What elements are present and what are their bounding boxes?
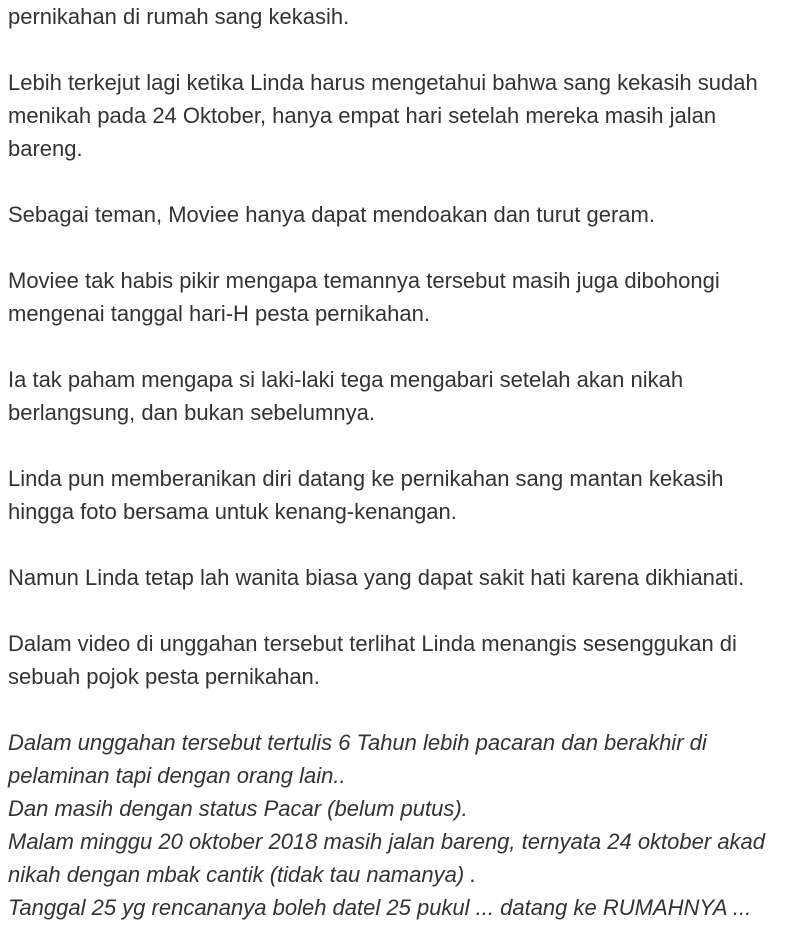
paragraph-8: Dalam video di unggahan tersebut terlihat Linda menangis sesenggukan di sebuah pojok pesta pernikahan.: [8, 631, 737, 689]
paragraph-3: Sebagai teman, Moviee hanya dapat mendoakan dan turut geram.: [8, 202, 655, 227]
paragraph-2: Lebih terkejut lagi ketika Linda harus mengetahui bahwa sang kekasih sudah menikah pada 24 Oktober, hanya empat hari setelah mereka masih jalan bareng.: [8, 70, 758, 161]
paragraph-5: Ia tak paham mengapa si laki-laki tega mengabari setelah akan nikah berlangsung, dan bukan sebelumnya.: [8, 367, 684, 425]
article-body: [8, 0, 792, 924]
paragraph-1: pernikahan di rumah sang kekasih.: [8, 4, 350, 29]
quote-line-2: Dan masih dengan status Pacar (belum putus).: [8, 796, 468, 821]
quoted-post: [8, 726, 792, 924]
quote-line-3: Malam minggu 20 oktober 2018 masih jalan bareng, ternyata 24 oktober akad nikah dengan mbak cantik (tidak tau namanya) .: [8, 829, 766, 887]
quote-line-4: Tanggal 25 yg rencananya boleh datel 25 pukul ... datang ke RUMAHNYA ...: [8, 895, 752, 920]
paragraph-7: Namun Linda tetap lah wanita biasa yang dapat sakit hati karena dikhianati.: [8, 565, 745, 590]
quote-line-1: Dalam unggahan tersebut tertulis 6 Tahun lebih pacaran dan berakhir di pelaminan tapi dengan orang lain..: [8, 730, 707, 788]
paragraph-6: Linda pun memberanikan diri datang ke pernikahan sang mantan kekasih hingga foto bersama untuk kenang-kenangan.: [8, 466, 724, 524]
paragraph-4: Moviee tak habis pikir mengapa temannya tersebut masih juga dibohongi mengenai tanggal hari-H pesta pernikahan.: [8, 268, 720, 326]
